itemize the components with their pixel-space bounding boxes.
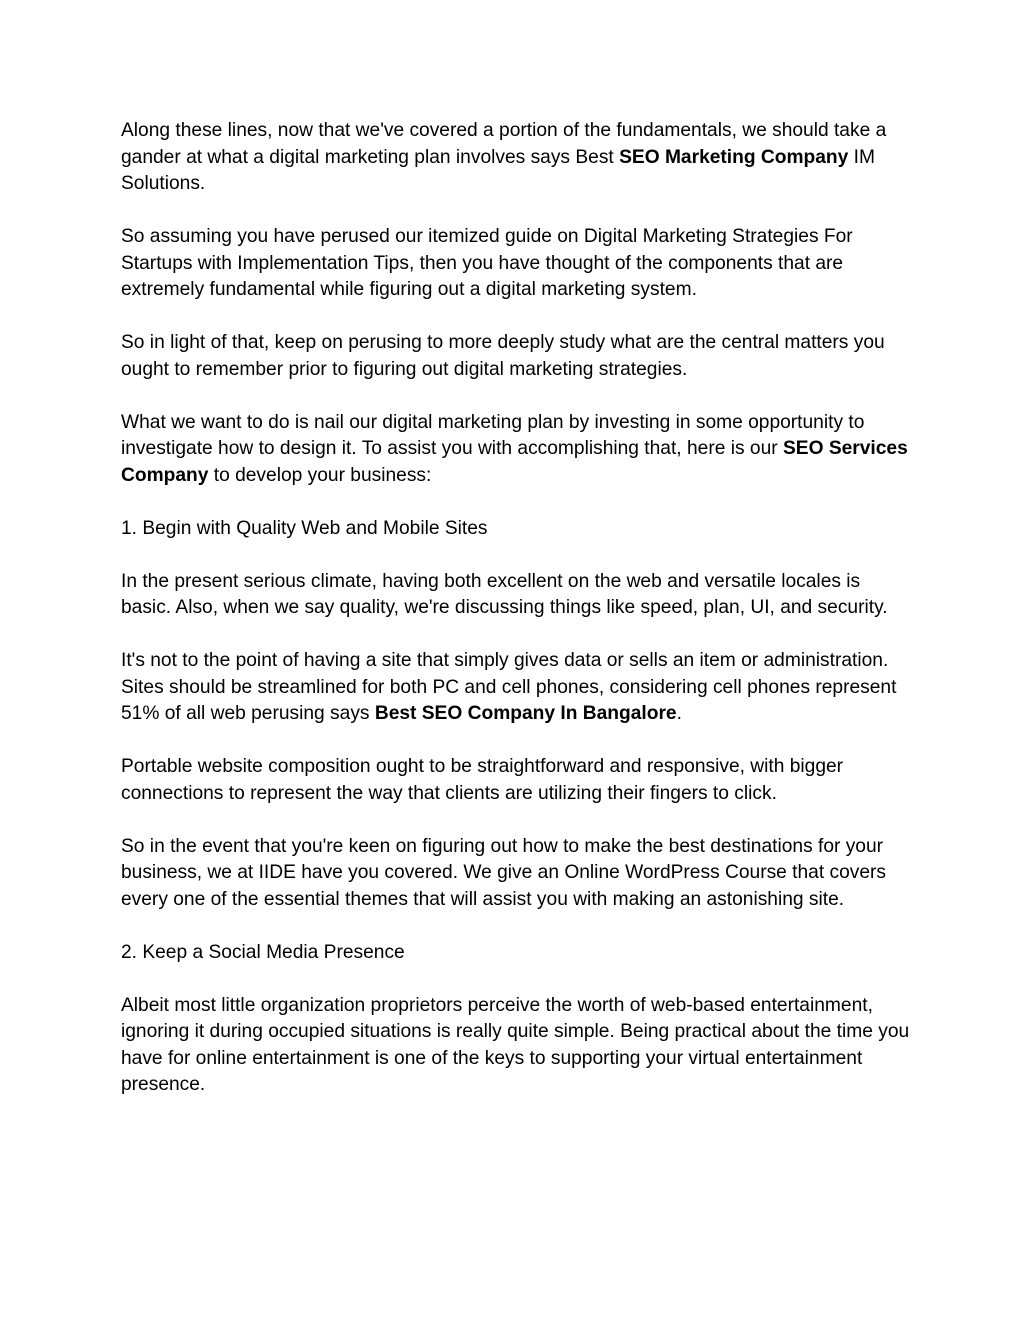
paragraph (121, 569, 911, 622)
text-run: . (676, 703, 682, 724)
bold-link-text: Best SEO Company In Bangalore (374, 703, 677, 724)
bold-link-text: SEO Marketing Company (619, 146, 849, 168)
text-run: It's not to the point of having a site that simply gives data or sells an item or administration. Sites should be streamlined for both PC and cell phones, considering cell phones represent 51% of all web perusing says (121, 650, 897, 724)
paragraph (121, 410, 911, 490)
text-run: 2. Keep a Social Media Presence (121, 941, 405, 963)
paragraph (121, 330, 911, 383)
text-run: In the present serious climate, having both excellent on the web and versatile locales is basic. Also, when we say quality, we're discussing things like speed, plan, UI, and security. (121, 570, 888, 618)
text-run: So in light of that, keep on perusing to more deeply study what are the central matters you ought to remember prior to figuring out digital marketing strategies. (121, 332, 885, 380)
section-heading (121, 516, 911, 543)
text-run: IM Solutions. (121, 146, 875, 194)
text-run: What we want to do is nail our digital marketing plan by investing in some opportunity to investigate how to design it. To assist you with accomplishing that, here is our (121, 411, 865, 459)
text-run: Along these lines, now that we've covered a portion of the fundamentals, we should take a gander at what a digital marketing plan involves says Best (121, 120, 887, 168)
text-run: 1. Begin with Quality Web and Mobile Sites (121, 517, 488, 539)
text-run: So in the event that you're keen on figuring out how to make the best destinations for your business, we at IIDE have you covered. We give an Online WordPress Course that covers every one of the essential themes that will assist you with making an astonishing site. (121, 835, 887, 910)
paragraph (121, 754, 911, 807)
paragraph (121, 224, 911, 304)
text-run: So assuming you have perused our itemized guide on Digital Marketing Strategies For Startups with Implementation Tips, then you have thought of the components that are extremely fundamental while figuring out a digital marketing system. (121, 226, 853, 300)
document-page (121, 118, 911, 1125)
text-run: to develop your business: (208, 464, 432, 486)
paragraph (121, 993, 911, 1099)
text-run: Portable website composition ought to be straightforward and responsive, with bigger connections to represent the way that clients are utilizing their fingers to click. (121, 756, 844, 804)
section-heading (121, 940, 911, 967)
paragraph (121, 118, 911, 198)
paragraph (121, 648, 911, 728)
bold-link-text: SEO Services Company (121, 438, 908, 486)
paragraph (121, 834, 911, 914)
text-run: Albeit most little organization proprietors perceive the worth of web-based entertainment, ignoring it during occupied situations is really quite simple. Being practical about the time you have for online entertainment is one of the keys to supporting your virtual entertainment presence. (121, 994, 910, 1095)
